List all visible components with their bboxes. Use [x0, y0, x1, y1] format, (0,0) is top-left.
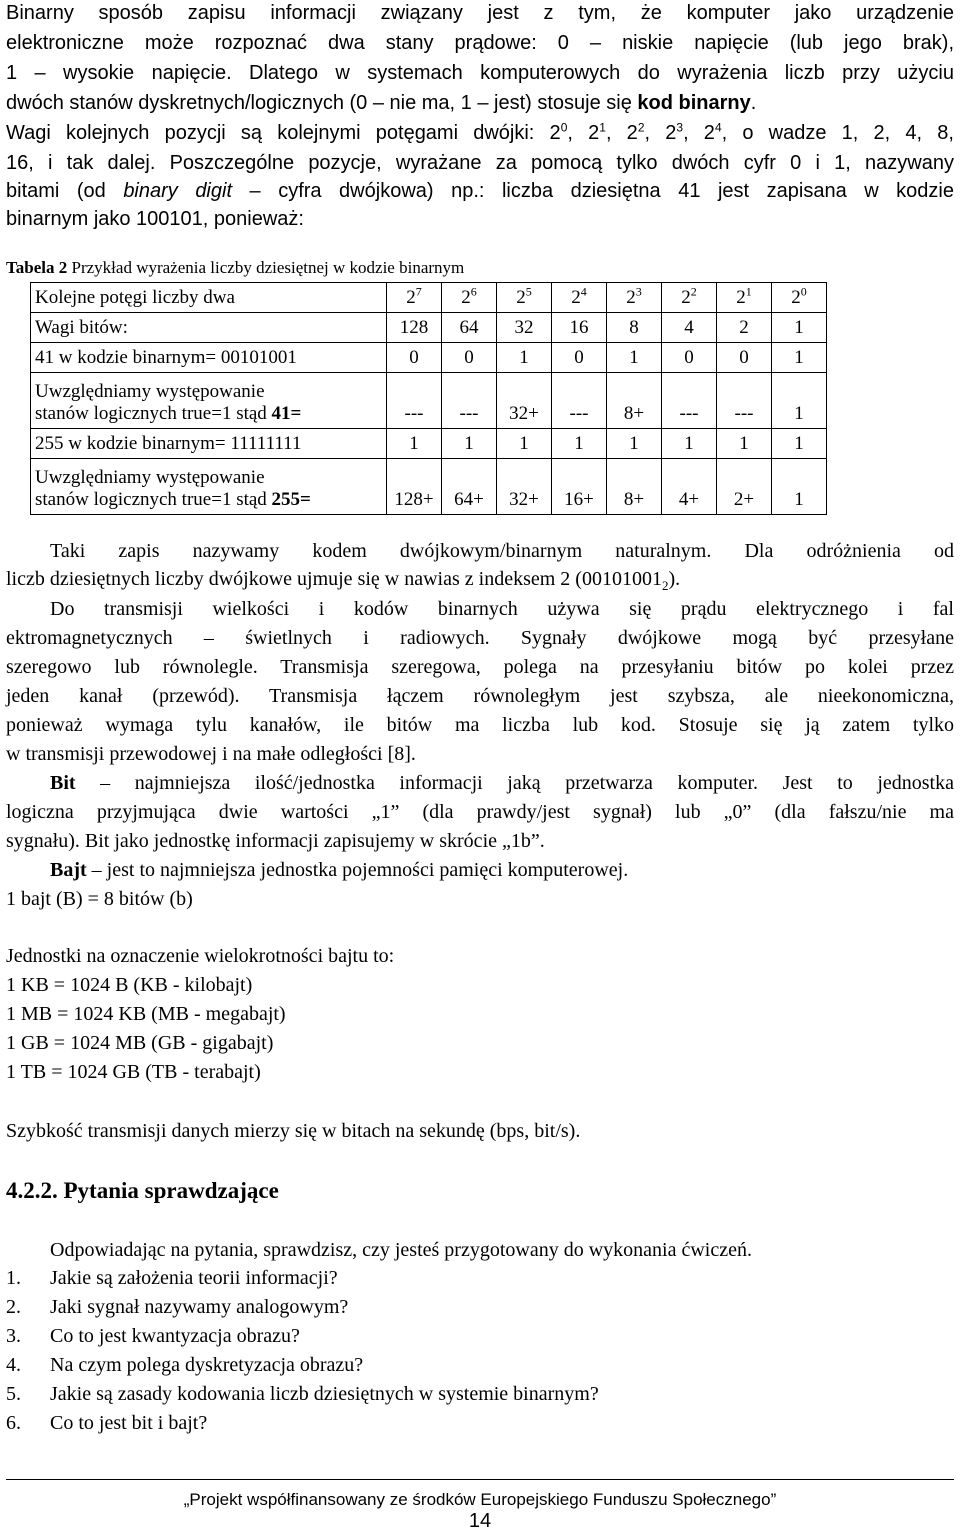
table-cell: 1	[772, 343, 827, 373]
footer-text: „Projekt współfinansowany ze środków Europejskiego Funduszu Społecznego”	[183, 1490, 777, 1509]
table-cell: 4+	[662, 459, 717, 515]
intro-line-4: dwóch stanów dyskretnych/logicznych (0 – nie ma, 1 – jest) stosuje się kod binarny.	[6, 92, 757, 114]
table-cell: 1	[717, 429, 772, 459]
row-label: Wagi bitów:	[31, 313, 387, 343]
table-cell: $2^4$	[552, 283, 607, 313]
table-row	[31, 429, 827, 459]
speed-text: Szybkość transmisji danych mierzy się w bitach na sekundę (bps, bit/s).	[6, 1120, 581, 1142]
table-cell: $2^2$	[662, 283, 717, 313]
table-cell: 4	[662, 313, 717, 343]
table-cell: ---	[387, 373, 442, 429]
table-cell: 1	[772, 313, 827, 343]
unit-tb: 1 TB = 1024 GB (TB - terabajt)	[6, 1061, 261, 1083]
question-item: 1. Jakie są założenia teorii informacji?	[6, 1267, 338, 1289]
binary-digit-term: binary digit	[123, 180, 233, 202]
table-cell: 32+	[497, 373, 552, 429]
table-cell: ---	[662, 373, 717, 429]
table-cell: 1	[772, 373, 827, 429]
intro-line-3: 1 – wysokie napięcie. Dlatego w systemach komputerowych do wyrażenia liczb przy użyciu	[6, 62, 954, 84]
table-cell: 0	[387, 343, 442, 373]
question-item: 6. Co to jest bit i bajt?	[6, 1412, 208, 1434]
body-p4-line-1: Bajt – jest to najmniejsza jednostka pojemności pamięci komputerowej.	[50, 859, 629, 881]
table-cell: 1	[662, 429, 717, 459]
table-cell: 64	[442, 313, 497, 343]
question-item: 3. Co to jest kwantyzacja obrazu?	[6, 1325, 300, 1347]
table-cell: 1	[387, 429, 442, 459]
table-cell: 2+	[717, 459, 772, 515]
section-intro: Odpowiadając na pytania, sprawdzisz, czy jesteś przygotowany do wykonania ćwiczeń.	[50, 1239, 752, 1261]
table-cell: 128+	[387, 459, 442, 515]
table-cell: $2^0$	[772, 283, 827, 313]
question-item: 4. Na czym polega dyskretyzacja obrazu?	[6, 1354, 364, 1376]
body-p2-line-1: Do transmisji wielkości i kodów binarnych używa się prądu elektrycznego i fal	[50, 598, 954, 620]
table-cell: 32+	[497, 459, 552, 515]
table-cell: 16	[552, 313, 607, 343]
table-cell: 1	[497, 343, 552, 373]
table-row	[31, 373, 827, 429]
table-cell: 1	[607, 343, 662, 373]
table-row	[31, 283, 827, 313]
unit-mb: 1 MB = 1024 KB (MB - megabajt)	[6, 1003, 286, 1025]
table-cell: ---	[552, 373, 607, 429]
row-label: Kolejne potęgi liczby dwa	[31, 283, 387, 313]
intro-line-6: 16, i tak dalej. Poszczególne pozycje, wyrażane za pomocą tylko dwóch cyfr 0 i 1, nazywany	[6, 152, 954, 174]
body-p3-line-3: sygnału). Bit jako jednostkę informacji zapisujemy w skrócie „1b”.	[6, 830, 545, 852]
body-p1-line-1: Taki zapis nazywamy kodem dwójkowym/binarnym naturalnym. Dla odróżnienia od	[50, 540, 954, 562]
body-p2-line-4: jeden kanał (przewód). Transmisja łączem równoległym jest szybsza, ale nieekonomiczna,	[6, 685, 954, 707]
table-cell: 8	[607, 313, 662, 343]
body-p2-line-6: w transmisji przewodowej i na małe odległości [8].	[6, 743, 416, 765]
intro-line-1: Binarny sposób zapisu informacji związany jest z tym, że komputer jako urządzenie	[6, 2, 954, 24]
body-p1-line-2: liczb dziesiętnych liczby dwójkowe ujmuje się w nawias z indeksem 2 $(00101001_2)$.	[6, 568, 681, 593]
body-p2-line-3: szeregowo lub równolegle. Transmisja szeregowa, polega na przesyłaniu bitów po kolei przez	[6, 656, 954, 678]
table-cell: 64+	[442, 459, 497, 515]
footer-divider	[6, 1479, 954, 1480]
table-cell: 1	[552, 429, 607, 459]
table-row	[31, 313, 827, 343]
bajt-term: Bajt	[50, 859, 87, 881]
table-cell: 1	[442, 429, 497, 459]
intro-line-7: bitami (od binary digit – cyfra dwójkowa) np.: liczba dziesiętna 41 jest zapisana w kodzie	[6, 180, 954, 202]
table-cell: 1	[772, 459, 827, 515]
table-cell: ---	[442, 373, 497, 429]
table-cell: ---	[717, 373, 772, 429]
table-row	[31, 459, 827, 515]
intro-line-5: Wagi kolejnych pozycji są kolejnymi potęgami dwójki: $2^0$, $2^1$, $2^2$, $2^3$, $2^4$, o wadze 1, 2, 4, 8,	[6, 120, 954, 144]
body-p2-line-5: ponieważ wymaga tylu kanałów, ile bitów ma liczba lub kod. Stosuje się ją zatem tylko	[6, 714, 954, 736]
intro-line-8: binarnym jako 100101, ponieważ:	[6, 208, 304, 230]
body-p2-line-2: ektromagnetycznych – świetlnych i radiowych. Sygnały dwójkowe mogą być przesyłane	[6, 627, 954, 649]
table-cell: 16+	[552, 459, 607, 515]
kod-binarny-term: kod binarny	[637, 92, 751, 114]
table-cell: $2^1$	[717, 283, 772, 313]
table-cell: 2	[717, 313, 772, 343]
table-cell: 32	[497, 313, 552, 343]
table-cell: 8+	[607, 459, 662, 515]
unit-kb: 1 KB = 1024 B (KB - kilobajt)	[6, 974, 253, 996]
unit-gb: 1 GB = 1024 MB (GB - gigabajt)	[6, 1032, 274, 1054]
page-number: 14	[468, 1510, 492, 1532]
table-cell: 0	[717, 343, 772, 373]
body-p4-line-2: 1 bajt (B) = 8 bitów (b)	[6, 888, 193, 910]
table-cell: 8+	[607, 373, 662, 429]
table-cell: 0	[662, 343, 717, 373]
table-cell: $2^7$	[387, 283, 442, 313]
table-cell: 128	[387, 313, 442, 343]
body-p3-line-2: logiczna przyjmująca dwie wartości „1” (dla prawdy/jest sygnał) lub „0” (dla fałszu/nie ma	[6, 801, 954, 823]
row-label: Uwzględniamy występowanie stanów logicznych true=1 stąd 41=	[31, 373, 387, 429]
row-label: Uwzględniamy występowanie stanów logicznych true=1 stąd 255=	[31, 459, 387, 515]
row-label: 255 w kodzie binarnym= 11111111	[31, 429, 387, 459]
table-cell: 0	[552, 343, 607, 373]
row-label: 41 w kodzie binarnym= 00101001	[31, 343, 387, 373]
table-cell: $2^6$	[442, 283, 497, 313]
units-intro: Jednostki na oznaczenie wielokrotności bajtu to:	[6, 945, 395, 967]
question-item: 2. Jaki sygnał nazywamy analogowym?	[6, 1296, 349, 1318]
body-p3-line-1: Bit – najmniejsza ilość/jednostka informacji jaką przetwarza komputer. Jest to jednostka	[50, 772, 954, 794]
table-row	[31, 343, 827, 373]
table-cell: $2^5$	[497, 283, 552, 313]
question-item: 5. Jakie są zasady kodowania liczb dziesiętnych w systemie binarnym?	[6, 1383, 599, 1405]
binary-table	[30, 282, 827, 515]
section-title: 4.2.2. Pytania sprawdzające	[6, 1178, 279, 1203]
intro-line-2: elektroniczne może rozpoznać dwa stany prądowe: 0 – niskie napięcie (lub jego brak),	[6, 32, 954, 54]
table-cell: 1	[607, 429, 662, 459]
table-cell: 0	[442, 343, 497, 373]
table-cell: 1	[497, 429, 552, 459]
bit-term: Bit	[50, 772, 76, 794]
table-cell: $2^3$	[607, 283, 662, 313]
table-cell: 1	[772, 429, 827, 459]
table-caption: Tabela 2 Przykład wyrażenia liczby dziesiętnej w kodzie binarnym	[6, 258, 465, 277]
